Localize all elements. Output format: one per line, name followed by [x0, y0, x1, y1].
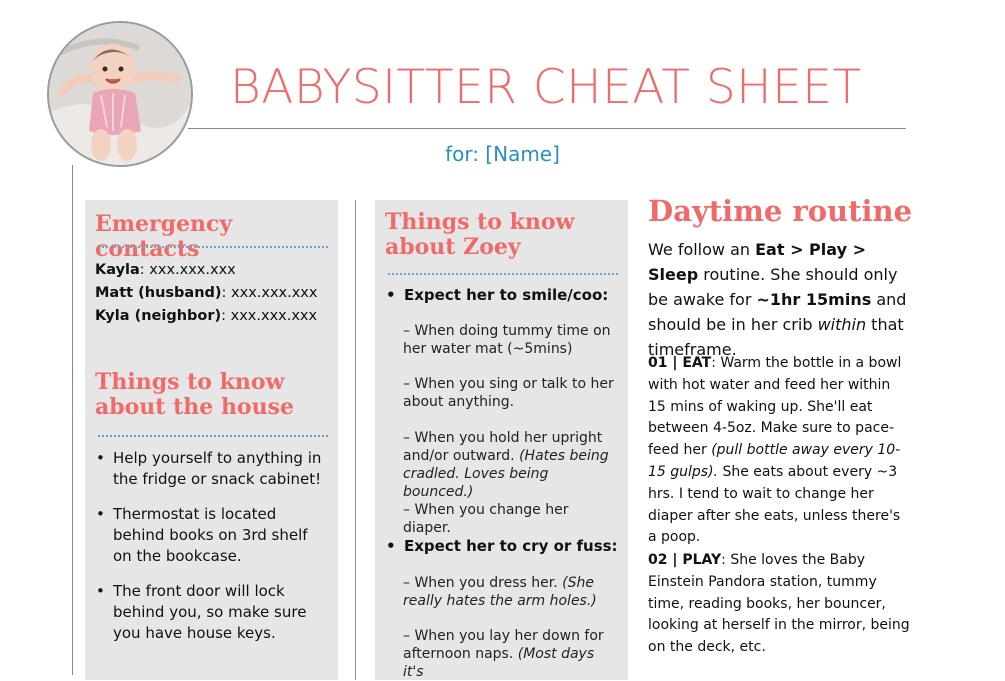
house-heading — [95, 370, 294, 419]
bullet-icon: • — [386, 537, 396, 555]
smile-label-text: Expect her to smile/coo: — [404, 286, 609, 304]
house-heading-line: Things to know — [95, 369, 285, 395]
left-column-panel — [85, 200, 338, 680]
cry-item-note: (Most days it's — [403, 646, 595, 680]
eat-step-note: (pull bottle away every 10-15 gulps). — [648, 442, 901, 480]
contact-name: Kayla — [95, 262, 140, 278]
cry-label-text: Expect her to cry or fuss: — [404, 537, 618, 555]
smile-item-text: – When you hold her upright and/or outward. — [403, 430, 603, 464]
contact-row — [95, 259, 335, 282]
contact-number: : xxx.xxx.xxx — [139, 262, 236, 278]
contact-number: : xxx.xxx.xxx — [221, 285, 318, 301]
contact-name: Kyla (neighbor) — [95, 308, 222, 324]
daytime-intro — [648, 237, 908, 362]
intro-text: We follow an — [648, 240, 756, 259]
cry-item-text: – When you lay her down for afternoon naps. — [403, 628, 604, 662]
middle-column-panel — [375, 200, 628, 680]
smile-label — [386, 285, 636, 306]
eat-step-label: 01 | EAT — [648, 355, 712, 371]
list-item-text: The front door will lock behind you, so make sure you have house keys. — [113, 582, 307, 642]
list-item — [95, 448, 327, 490]
list-item — [95, 504, 327, 567]
emergency-contacts-heading: Emergency contacts — [95, 211, 233, 262]
cry-label — [386, 536, 636, 557]
contact-row — [95, 305, 335, 328]
contact-list — [95, 259, 335, 328]
page-border-left — [72, 165, 73, 675]
smile-item-note: (Hates being cradled. Loves being bounced.) — [403, 448, 609, 500]
zoey-heading — [385, 210, 575, 259]
cry-item-note: (She really hates the arm holes.) — [403, 575, 597, 609]
list-item — [95, 581, 327, 644]
eat-step-text: She eats about every ~3 hrs. I tend to wait to change her diaper after she eats, unless there's a poop. — [648, 463, 901, 546]
play-step-label: 02 | PLAY — [648, 552, 722, 568]
zoey-heading-line: about Zoey — [385, 233, 521, 260]
page-title: BABYSITTER CHEAT SHEET — [230, 60, 862, 115]
intro-emphasis: Eat > Play > Sleep — [648, 240, 866, 284]
daytime-heading: Daytime routine — [648, 194, 913, 228]
smile-item — [403, 429, 618, 501]
cry-item — [403, 574, 618, 610]
zoey-heading-line: Things to know — [385, 209, 575, 235]
bullet-icon: • — [96, 505, 105, 523]
intro-text: and should be in her crib — [648, 290, 907, 334]
intro-text: that timeframe. — [648, 315, 904, 359]
house-list — [95, 448, 327, 658]
contact-row — [95, 282, 335, 305]
bullet-icon: • — [96, 449, 105, 467]
intro-text: routine. She should only be awake for — [648, 265, 898, 309]
play-step — [648, 550, 910, 659]
intro-emphasis: ~1hr 15mins — [756, 290, 872, 309]
smile-item: – When doing tummy time on her water mat (~5mins) — [403, 323, 611, 357]
smile-item: – When you sing or talk to her about anything. — [403, 376, 614, 410]
eat-step-text: : Warm the bottle in a bowl with hot water and feed her within 15 mins of waking up. She'll eat between 4-5oz. Make sure to pace-feed her — [648, 355, 902, 459]
heading-divider — [98, 435, 328, 437]
bullet-icon: • — [96, 582, 105, 600]
page-subtitle: for: [Name] — [445, 142, 560, 166]
play-step-text: : She loves the Baby Einstein Pandora station, tummy time, reading books, her bouncer, looking at herself in the mirror, being on the deck, etc. — [648, 552, 910, 656]
cry-item-text: – When you dress her. — [403, 575, 563, 591]
contact-name: Matt (husband) — [95, 285, 222, 301]
heading-divider — [98, 246, 328, 248]
heading-divider — [388, 273, 618, 275]
intro-italic: within — [817, 315, 867, 334]
smile-item: – When you change her diaper. — [403, 502, 569, 536]
cry-item — [403, 627, 618, 681]
bullet-icon: • — [386, 286, 396, 304]
list-item-text: Help yourself to anything in the fridge or snack cabinet! — [113, 449, 322, 488]
house-heading-line: about the house — [95, 393, 294, 420]
contact-number: : xxx.xxx.xxx — [221, 308, 318, 324]
list-item-text: Thermostat is located behind books on 3rd shelf on the bookcase. — [113, 505, 308, 565]
eat-step — [648, 353, 910, 549]
column-divider — [355, 200, 356, 680]
header-rule — [188, 128, 906, 129]
